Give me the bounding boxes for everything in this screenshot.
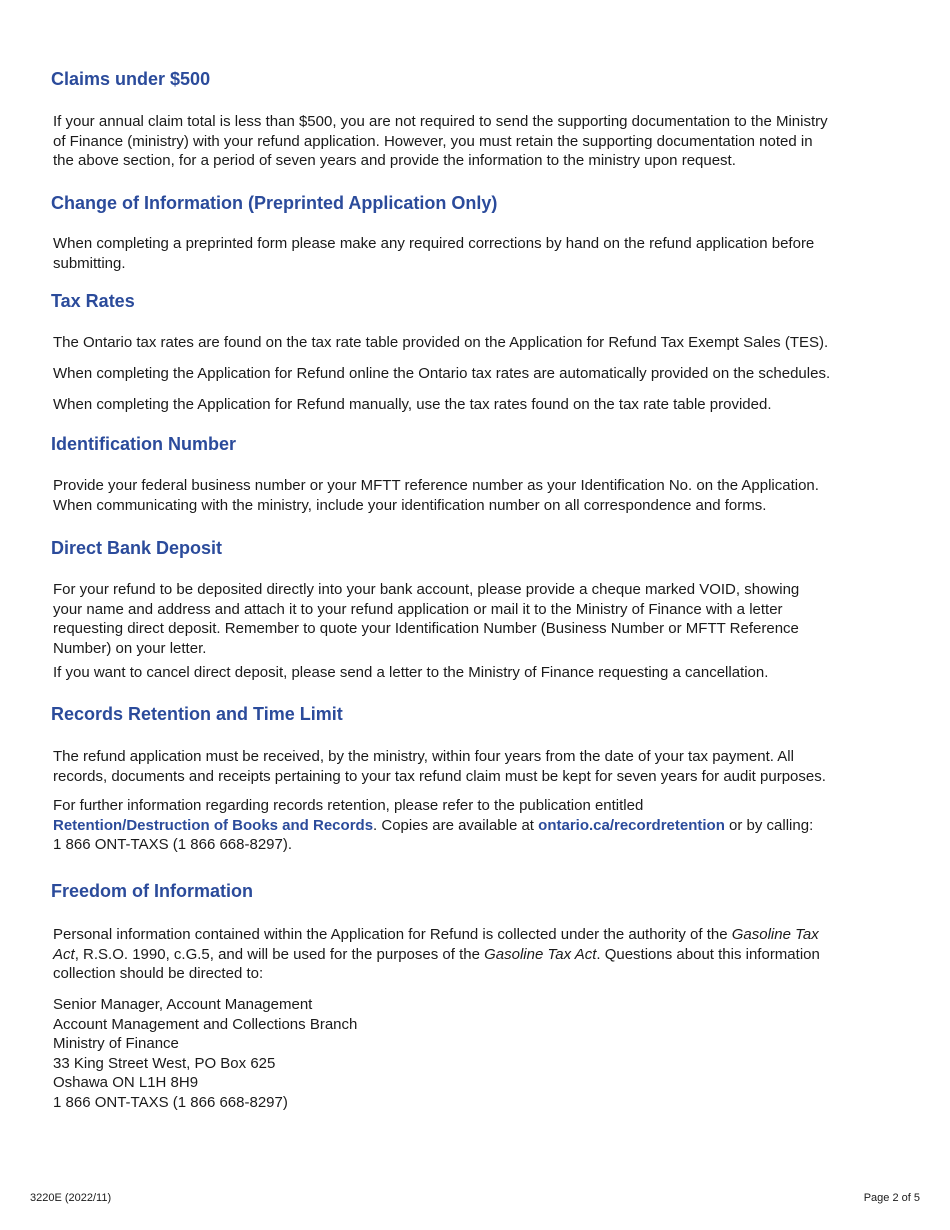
heading-records-retention: Records Retention and Time Limit: [51, 704, 343, 724]
address-line: Account Management and Collections Branch: [53, 1015, 358, 1033]
heading-tax-rates: Tax Rates: [51, 291, 135, 311]
text-line: For further information regarding records retention, please refer to the publication entitled: [53, 797, 644, 814]
form-number: 3220E (2022/11): [30, 1192, 112, 1204]
text-line: If your annual claim total is less than $500, you are not required to send the supporting documentation to the Ministry: [53, 113, 828, 130]
heading-freedom-of-information: Freedom of Information: [51, 881, 253, 901]
address-line: 33 King Street West, PO Box 625: [53, 1054, 276, 1072]
text-line: If you want to cancel direct deposit, please send a letter to the Ministry of Finance requesting a cancellation.: [53, 664, 769, 681]
paragraph-tax-rates-3: [53, 395, 913, 415]
text-line: When completing the Application for Refund online the Ontario tax rates are automatically provided on the schedules.: [53, 365, 831, 382]
text-line: The Ontario tax rates are found on the tax rate table provided on the Application for Refund Tax Exempt Sales (TES).: [53, 334, 829, 351]
act-name: Gasoline Tax: [731, 926, 819, 943]
text-foi-3: . Questions about this information: [596, 945, 820, 963]
text-line: records, documents and receipts pertaining to your tax refund claim must be kept for seven years for audit purposes.: [53, 767, 826, 785]
text-line: Number) on your letter.: [53, 639, 207, 657]
paragraph-deposit-2: [53, 663, 913, 683]
text-foi-1: Personal information contained within the Application for Refund is collected under the authority of the: [53, 926, 732, 943]
address-line: Oshawa ON L1H 8H9: [53, 1074, 199, 1091]
paragraph-records-1: [53, 747, 913, 786]
paragraph-records-2: [53, 796, 913, 855]
text-line: 1 866 ONT-TAXS (1 866 668-8297).: [53, 836, 293, 853]
text-line: your name and address and attach it to your refund application or mail it to the Ministry of Finance with a letter: [53, 600, 783, 618]
act-name: Gasoline Tax Act: [484, 945, 597, 963]
paragraph-tax-rates-2: [53, 364, 913, 384]
mailing-address: [53, 995, 913, 1112]
text-line: When communicating with the ministry, include your identification number on all correspondence and forms.: [53, 496, 767, 514]
address-line: Ministry of Finance: [53, 1035, 179, 1052]
address-line: Senior Manager, Account Management: [53, 996, 313, 1013]
address-line: 1 866 ONT-TAXS (1 866 668-8297): [53, 1093, 288, 1111]
text-copies: . Copies are available at: [373, 816, 539, 834]
publication-link[interactable]: Retention/Destruction of Books and Records: [53, 816, 374, 834]
text-line: For your refund to be deposited directly into your bank account, please provide a cheque marked VOID, showing: [53, 581, 800, 598]
text-line: When completing a preprinted form please make any required corrections by hand on the refund application before: [53, 235, 815, 252]
text-line: the above section, for a period of seven years and provide the information to the ministry upon request.: [53, 152, 736, 169]
text-line: collection should be directed to:: [53, 965, 264, 982]
text-foi-2: , R.S.O. 1990, c.G.5, and will be used for the purposes of the: [74, 945, 485, 963]
text-line: of Finance (ministry) with your refund application. However, you must retain the supporting documentation noted in: [53, 132, 813, 150]
paragraph-claims: [53, 112, 913, 171]
heading-claims-under-500: Claims under $500: [51, 69, 211, 89]
text-line: [53, 816, 913, 836]
paragraph-tax-rates-1: [53, 333, 913, 353]
text-line: Provide your federal business number or your MFTT reference number as your Identification No. on the Application.: [53, 477, 819, 494]
paragraph-change: [53, 234, 913, 273]
act-name: Act: [53, 945, 75, 963]
text-line: The refund application must be received, by the ministry, within four years from the date of your tax payment. All: [53, 748, 794, 765]
heading-direct-bank-deposit: Direct Bank Deposit: [51, 538, 223, 558]
text-line: [53, 925, 913, 945]
paragraph-foi: [53, 925, 913, 984]
text-line: When completing the Application for Refund manually, use the tax rates found on the tax rate table provided.: [53, 396, 772, 413]
heading-change-of-information: Change of Information (Preprinted Application Only): [51, 193, 498, 213]
text-line: [53, 945, 913, 965]
text-line: submitting.: [53, 254, 126, 272]
heading-identification-number: Identification Number: [51, 434, 237, 454]
paragraph-identification: [53, 476, 913, 515]
text-line: requesting direct deposit. Remember to quote your Identification Number (Business Number or MFTT Reference: [53, 620, 799, 637]
paragraph-deposit-1: [53, 580, 913, 658]
page-number: Page 2 of 5: [863, 1192, 920, 1204]
website-link[interactable]: ontario.ca/recordretention: [538, 816, 725, 834]
text-calling: or by calling:: [724, 816, 814, 834]
